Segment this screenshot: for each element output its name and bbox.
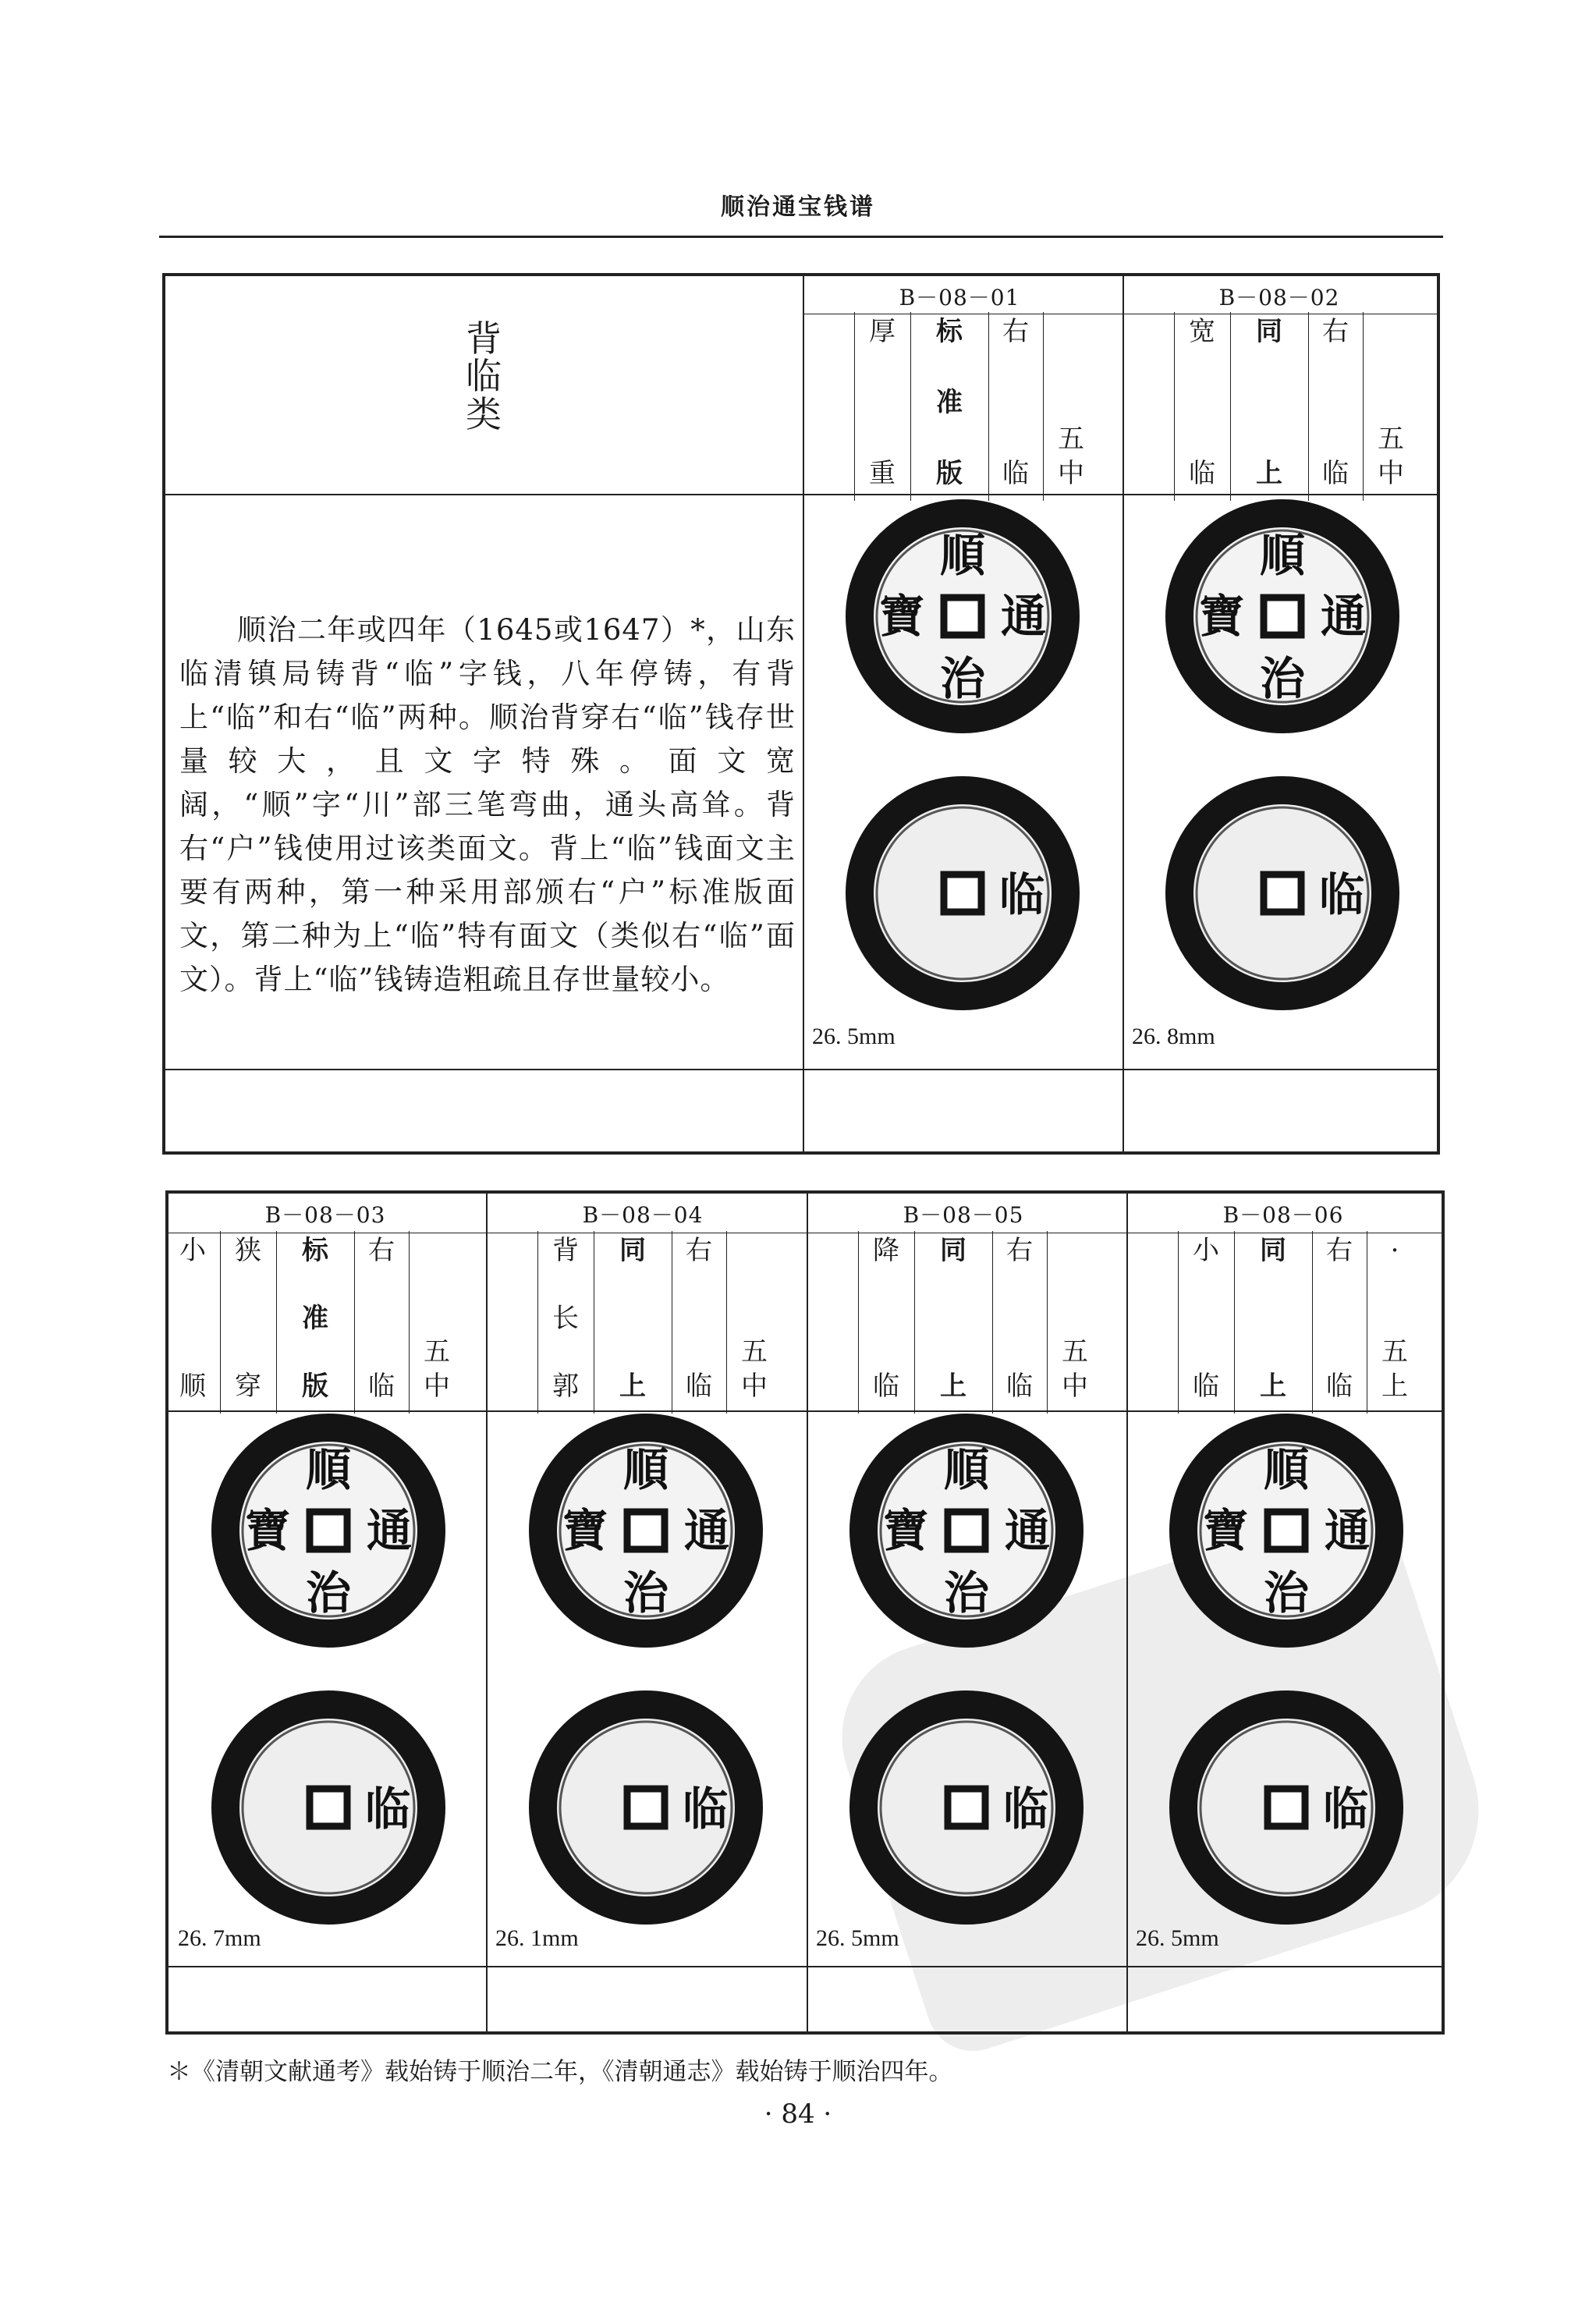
coin-label-char: 临 xyxy=(686,1371,712,1402)
coin-character: 順 xyxy=(1263,1443,1310,1496)
coin-obverse-image xyxy=(1162,495,1403,737)
section-description: 顺治二年或四年（1645或1647）*，山东临清镇局铸背“临”字钱，八年停铸，有背上“临”和右“临”两种。顺治背穿右“临”钱存世量较大，且文字特殊。面文宽阔，“顺”字“川”部三笔弯曲，通头高耸。背右“户”钱使用过该类面文。背上“临”钱面文主要有两种，第一种采用部颁右“户”标准版面文，第二种为上“临”特有面文（类似右“临”面文）。背上“临”钱铸造粗疏且存世量较小。 xyxy=(179,613,796,996)
coin-reverse-image xyxy=(1165,1687,1407,1928)
coin-label-char: 临 xyxy=(1002,458,1029,489)
coin-label-char: 顺 xyxy=(179,1371,206,1402)
coin-label-char: 降 xyxy=(873,1235,899,1266)
coin-label-char: 临 xyxy=(1193,1371,1219,1402)
coin-diameter: 26. 5mm xyxy=(816,1925,899,1951)
coin-label-column xyxy=(803,1234,858,1404)
coin-label-char: 小 xyxy=(179,1235,206,1266)
coin-label-char: 同 xyxy=(940,1235,966,1266)
coin-label-char: 厚 xyxy=(869,316,896,347)
coin-label-char: 小 xyxy=(1193,1235,1219,1266)
coin-label-column xyxy=(1178,1234,1234,1404)
section-title-char: 背 xyxy=(466,318,502,360)
coin-label-char: 五 xyxy=(741,1336,768,1368)
coin-diameter: 26. 5mm xyxy=(1136,1925,1219,1951)
coin-label-char: 上 xyxy=(1260,1371,1286,1402)
coin-label-char: 右 xyxy=(686,1235,712,1266)
coin-character: 寶 xyxy=(562,1504,608,1557)
coin-label-column xyxy=(1230,315,1308,491)
coin-label-column xyxy=(483,1234,537,1404)
coin-code: B－08－06 xyxy=(1222,1202,1344,1228)
coin-label-char: 同 xyxy=(619,1235,646,1266)
coin-character: 治 xyxy=(943,1566,990,1620)
coin-label-column xyxy=(726,1234,782,1404)
coin-label-char: 标 xyxy=(936,316,963,347)
coin-label-char: 准 xyxy=(936,387,963,418)
coin-character: 通 xyxy=(1324,1504,1371,1557)
coin-character: 临 xyxy=(1002,1783,1049,1836)
coin-character: 治 xyxy=(305,1566,352,1620)
coin-character: 通 xyxy=(366,1504,413,1557)
coin-character: 临 xyxy=(364,1783,411,1836)
coin-character: 临 xyxy=(1318,868,1365,921)
header-rule xyxy=(159,236,1443,238)
coin-character: 临 xyxy=(1322,1783,1369,1836)
coin-label-char: 临 xyxy=(873,1371,899,1402)
coin-label-column xyxy=(1174,315,1230,491)
coin-label-column xyxy=(1312,1234,1367,1404)
divider xyxy=(168,1966,1442,1967)
coin-obverse-image xyxy=(842,495,1084,737)
coin-label-column xyxy=(858,1234,914,1404)
coin-diameter: 26. 8mm xyxy=(1132,1024,1215,1049)
coin-label-char: 准 xyxy=(302,1303,328,1334)
coin-code: B－08－01 xyxy=(899,285,1020,310)
coin-label-char: 右 xyxy=(1006,1235,1033,1266)
coin-reverse-image xyxy=(1162,772,1403,1014)
coin-obverse-image xyxy=(207,1410,449,1651)
coin-label-column xyxy=(594,1234,672,1404)
coin-label-char: 上 xyxy=(619,1371,646,1402)
coin-label-column xyxy=(1047,1234,1103,1404)
coin-code: B－08－04 xyxy=(582,1202,704,1228)
coin-reverse-image xyxy=(846,1687,1087,1928)
coin-label-char: 中 xyxy=(741,1371,768,1402)
coin-label-column xyxy=(914,1234,992,1404)
coin-character: 寶 xyxy=(878,590,925,643)
coin-character: 寶 xyxy=(1198,590,1245,643)
coin-label-char: 右 xyxy=(1322,316,1349,347)
coin-code: B－08－03 xyxy=(264,1202,386,1228)
coin-label-char: 五 xyxy=(1378,424,1404,455)
coin-character: 順 xyxy=(939,529,986,582)
coin-diameter: 26. 7mm xyxy=(178,1925,261,1951)
coin-label-char: 狭 xyxy=(235,1235,261,1266)
coin-label-char: 右 xyxy=(1326,1235,1353,1266)
coin-character: 通 xyxy=(1004,1504,1051,1557)
coin-label-column xyxy=(1119,315,1174,491)
coin-label-char: 版 xyxy=(936,458,963,489)
coin-character: 寶 xyxy=(1202,1504,1249,1557)
coin-reverse-image xyxy=(525,1687,767,1928)
coin-label-char: 五 xyxy=(1062,1336,1088,1368)
coin-character: 順 xyxy=(622,1443,669,1496)
coin-label-column xyxy=(1123,1234,1178,1404)
coin-character: 治 xyxy=(939,652,986,705)
coin-label-char: 同 xyxy=(1256,316,1282,347)
coin-label-char: 临 xyxy=(1322,458,1349,489)
coin-label-char: 版 xyxy=(302,1371,328,1402)
coin-character: 通 xyxy=(683,1504,730,1557)
coin-label-column xyxy=(910,315,988,491)
coin-label-char: 长 xyxy=(552,1303,579,1334)
coin-label-char: 中 xyxy=(1058,458,1084,489)
footnote: ＊《清朝文献通考》载始铸于顺治二年，《清朝通志》载始铸于顺治四年。 xyxy=(167,2058,953,2086)
coin-character: 寶 xyxy=(882,1504,929,1557)
running-header: 顺治通宝钱谱 xyxy=(721,193,875,221)
coin-reverse-image xyxy=(207,1687,449,1928)
coin-label-char: 标 xyxy=(302,1235,328,1266)
coin-diameter: 26. 5mm xyxy=(812,1024,896,1049)
coin-label-char: 中 xyxy=(424,1371,450,1402)
coin-character: 临 xyxy=(998,868,1045,921)
coin-label-char: 中 xyxy=(1062,1371,1088,1402)
page-number: · 84 · xyxy=(764,2098,832,2130)
coin-code: B－08－05 xyxy=(903,1202,1024,1228)
coin-label-char: 临 xyxy=(1189,458,1215,489)
coin-label-column xyxy=(1367,1234,1423,1404)
coin-obverse-image xyxy=(1165,1410,1407,1651)
coin-diameter: 26. 1mm xyxy=(495,1925,579,1951)
coin-character: 治 xyxy=(622,1566,669,1620)
coin-label-column xyxy=(800,315,854,491)
coin-label-column xyxy=(1363,315,1419,491)
coin-character: 通 xyxy=(1320,590,1367,643)
coin-label-char: 五 xyxy=(424,1336,450,1368)
coin-label-column xyxy=(165,1234,220,1404)
coin-label-char: 穿 xyxy=(235,1371,261,1402)
coin-label-char: 宽 xyxy=(1189,316,1215,347)
coin-label-char: 上 xyxy=(1256,458,1282,489)
coin-label-char: 右 xyxy=(368,1235,395,1266)
coin-label-char: 临 xyxy=(1006,1371,1033,1402)
coin-code: B－08－02 xyxy=(1218,285,1340,310)
coin-label-column xyxy=(276,1234,354,1404)
coin-label-column xyxy=(220,1234,276,1404)
coin-label-column xyxy=(1234,1234,1312,1404)
coin-character: 临 xyxy=(682,1783,729,1836)
coin-label-column xyxy=(537,1234,594,1404)
coin-label-char: 上 xyxy=(940,1371,966,1402)
coin-label-char: 临 xyxy=(1326,1371,1353,1402)
section-title-char: 类 xyxy=(466,392,502,435)
coin-label-column xyxy=(992,1234,1047,1404)
coin-label-char: 重 xyxy=(869,458,896,489)
coin-label-char: 背 xyxy=(552,1235,579,1266)
section-title-char: 临 xyxy=(466,355,502,398)
coin-label-column xyxy=(409,1234,465,1404)
coin-character: 治 xyxy=(1259,652,1306,705)
coin-obverse-image xyxy=(846,1410,1087,1651)
coin-label-char: 同 xyxy=(1260,1235,1286,1266)
coin-label-column xyxy=(354,1234,409,1404)
coin-character: 順 xyxy=(943,1443,990,1496)
coin-label-char: 郭 xyxy=(552,1371,579,1402)
coin-label-char: 中 xyxy=(1378,458,1404,489)
coin-label-column xyxy=(1043,315,1099,491)
coin-character: 順 xyxy=(1259,529,1306,582)
divider xyxy=(165,1069,1437,1070)
coin-label-column xyxy=(988,315,1043,491)
section-title xyxy=(437,320,530,433)
coin-reverse-image xyxy=(842,772,1084,1014)
coin-character: 順 xyxy=(305,1443,352,1496)
coin-label-char: 临 xyxy=(368,1371,395,1402)
coin-label-char: 右 xyxy=(1002,316,1029,347)
coin-character: 通 xyxy=(1000,590,1047,643)
coin-label-char: 上 xyxy=(1381,1371,1408,1402)
coin-label-char: 五 xyxy=(1058,424,1084,455)
coin-character: 治 xyxy=(1263,1566,1310,1620)
coin-character: 寶 xyxy=(244,1504,291,1557)
coin-label-char: 五 xyxy=(1381,1336,1408,1368)
coin-label-column xyxy=(672,1234,726,1404)
coin-label-column xyxy=(854,315,910,491)
coin-label-char: · xyxy=(1390,1235,1399,1266)
coin-obverse-image xyxy=(525,1410,767,1651)
coin-label-column xyxy=(1308,315,1363,491)
